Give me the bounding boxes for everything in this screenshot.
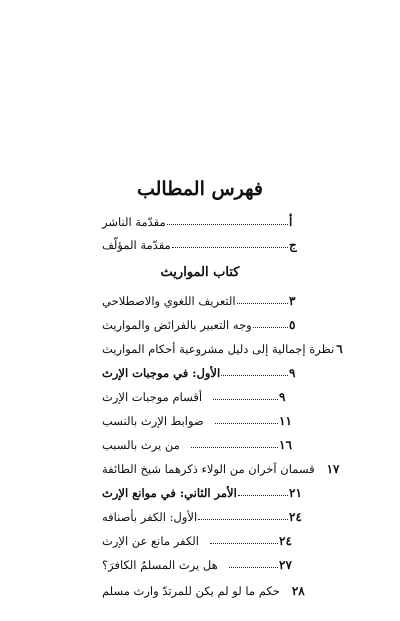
toc-entry [100, 410, 295, 428]
dot-leader [221, 374, 288, 376]
page-title: فهرس المطالب [136, 178, 263, 200]
toc-entry [100, 234, 305, 252]
toc-entry [100, 362, 305, 380]
toc-entry-page: ٢٤ [289, 510, 302, 524]
section-heading: كتاب المواريث [160, 265, 240, 280]
toc-entry [100, 211, 305, 229]
dot-leader [253, 326, 288, 328]
dot-leader [238, 494, 288, 496]
toc-entry-label: قسمان آخران من الولاء ذكرهما شيخ الطائفة [102, 462, 315, 476]
toc-entry [100, 386, 295, 404]
toc-entry [100, 338, 343, 356]
toc-entry-label: نظرة إجمالية إلى دليل مشروعية أحكام المواريث [102, 342, 335, 356]
toc-entry-label: من يرث بالسبب [102, 438, 180, 452]
dot-leader [191, 446, 278, 448]
dot-leader [210, 542, 278, 544]
toc-entry-page: ٣ [289, 294, 296, 308]
toc-entry [100, 530, 295, 548]
toc-entry-label: حكم ما لو لم يكن للمرتدّ وارث مسلم [102, 584, 280, 598]
toc-entry-page: أ [289, 215, 293, 229]
toc-entry-label: الأول: في موجبات الإرث [102, 366, 221, 380]
toc-entry [100, 314, 305, 332]
toc-entry-page: ج [289, 238, 297, 252]
toc-entry [100, 458, 340, 476]
toc-entry-page: ٦ [336, 342, 343, 356]
toc-entry-label: الأول: الكفر بأصنافه [102, 510, 198, 524]
toc-entry [100, 434, 295, 452]
dot-leader [198, 518, 288, 520]
dot-leader [172, 246, 288, 248]
toc-entry-page: ٥ [289, 318, 296, 332]
toc-entry-page: ٢٨ [291, 584, 305, 598]
dot-leader [215, 422, 278, 424]
toc-entry [100, 290, 305, 308]
toc-entry-label: مقدّمة المؤلّف [102, 238, 171, 252]
toc-entry-label: التعريف اللغوي والاصطلاحي [102, 294, 236, 308]
toc-entry-label: مقدّمة الناشر [102, 215, 166, 229]
toc-entry-page: ٩ [279, 390, 286, 404]
toc-entry-page: ٩ [289, 366, 296, 380]
toc-entry [100, 482, 305, 500]
toc-entry-page: ٢١ [289, 486, 302, 500]
toc-entry [100, 580, 305, 598]
dot-leader [213, 398, 278, 400]
toc-entry-label: الأمر الثاني: في موانع الإرث [102, 486, 237, 500]
dot-leader [167, 223, 288, 225]
toc-entry [100, 554, 295, 572]
toc-entry-page: ١١ [279, 414, 292, 428]
toc-entry-page: ١٧ [326, 462, 340, 476]
dot-leader [229, 566, 278, 568]
toc-entry [100, 506, 305, 524]
toc-entry-page: ٢٤ [279, 534, 292, 548]
toc-entry-label: وجه التعبير بالفرائض والمواريث [102, 318, 252, 332]
toc-entry-page: ١٦ [279, 438, 292, 452]
dot-leader [237, 302, 288, 304]
toc-entry-page: ٢٧ [279, 558, 292, 572]
toc-entry-label: هل يرث المسلمُ الكافرَ؟ [102, 558, 218, 572]
toc-entry-label: أقسام موجبات الإرث [102, 390, 203, 404]
toc-entry-label: ضوابط الإرث بالنسب [102, 414, 204, 428]
toc-entry-label: الكفر مانع عن الإرث [102, 534, 199, 548]
